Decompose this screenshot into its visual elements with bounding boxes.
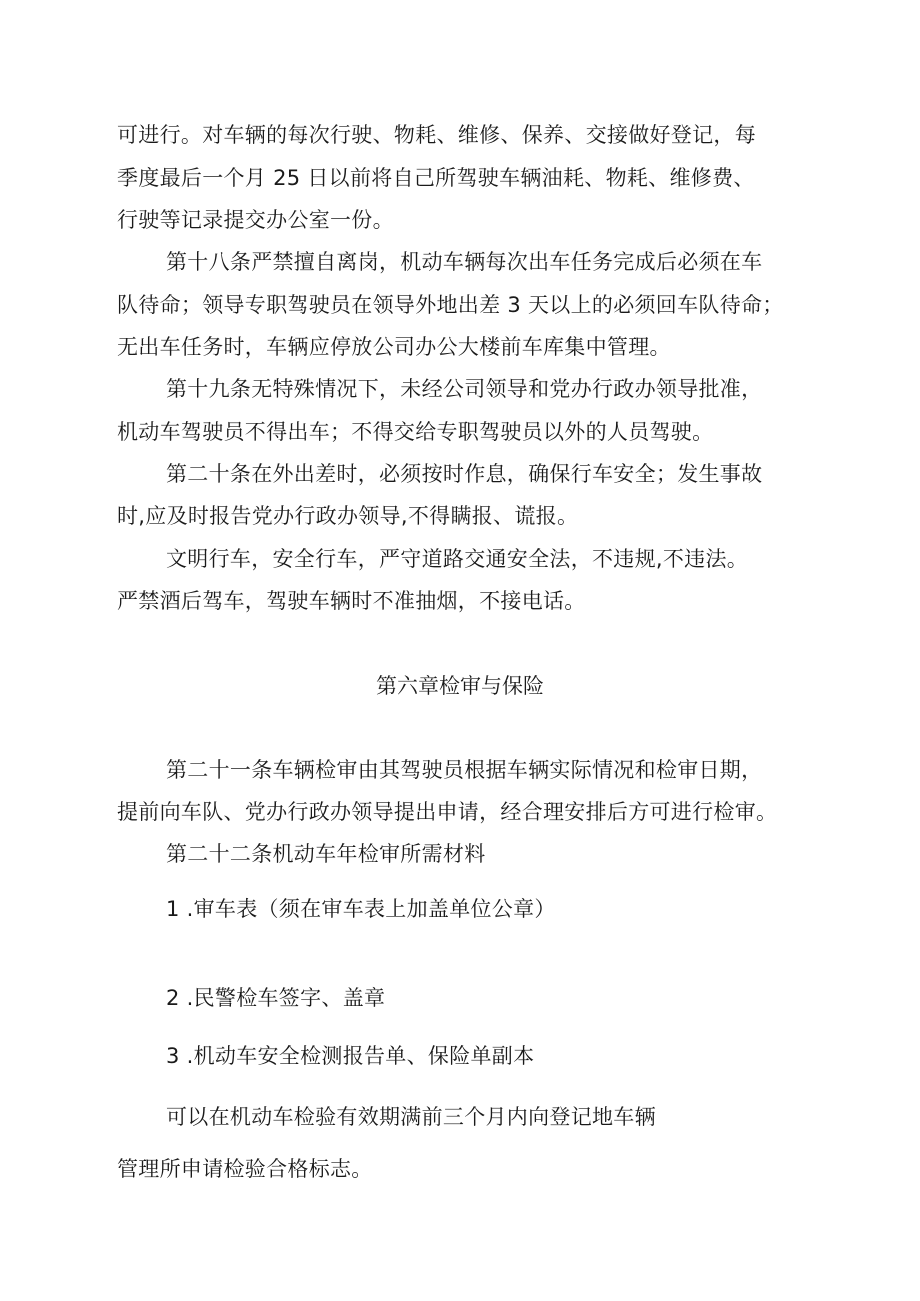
list-item: 2 .民警检车签字、盖章	[166, 986, 386, 1010]
article-18-line: 队待命；领导专职驾驶员在领导外地出差 3 天以上的必须回车队待命；	[117, 293, 784, 317]
list-item: 1 .审车表（须在审车表上加盖单位公章）	[166, 897, 556, 921]
paragraph-line: 可进行。对车辆的每次行驶、物耗、维修、保养、交接做好登记，每	[117, 123, 756, 147]
paragraph-line: 管理所申请检验合格标志。	[117, 1157, 373, 1181]
article-19-line: 机动车驾驶员不得出车；不得交给专职驾驶员以外的人员驾驶。	[117, 420, 714, 444]
paragraph-line: 文明行车，安全行车，严守道路交通安全法，不违规,不违法。	[166, 547, 749, 571]
article-22-line: 第二十二条机动车年检审所需材料	[166, 842, 486, 866]
article-21-line: 第二十一条车辆检审由其驾驶员根据车辆实际情况和检审日期，	[166, 758, 763, 782]
article-20-line: 第二十条在外出差时，必须按时作息，确保行车安全；发生事故	[166, 462, 763, 486]
chapter-heading: 第六章检审与保险	[376, 674, 544, 698]
article-20-line: 时,应及时报告党办行政办领导,不得瞒报、谎报。	[117, 504, 579, 528]
paragraph-line: 季度最后一个月 25 日以前将自己所驾驶车辆油耗、物耗、维修费、	[117, 166, 755, 190]
article-21-line: 提前向车队、党办行政办领导提出申请，经合理安排后方可进行检审。	[117, 800, 778, 824]
paragraph-line: 行驶等记录提交办公室一份。	[117, 208, 394, 232]
list-item: 3 .机动车安全检测报告单、保险单副本	[166, 1044, 535, 1068]
article-19-line: 第十九条无特殊情况下，未经公司领导和党办行政办领导批准，	[166, 377, 763, 401]
article-18-line: 第十八条严禁擅自离岗，机动车辆每次出车任务完成后必须在车	[166, 250, 763, 274]
paragraph-line: 严禁酒后驾车，驾驶车辆时不准抽烟，不接电话。	[117, 589, 586, 613]
paragraph-line: 可以在机动车检验有效期满前三个月内向登记地车辆	[166, 1105, 656, 1129]
article-18-line: 无出车任务时，车辆应停放公司办公大楼前车库集中管理。	[117, 335, 671, 359]
